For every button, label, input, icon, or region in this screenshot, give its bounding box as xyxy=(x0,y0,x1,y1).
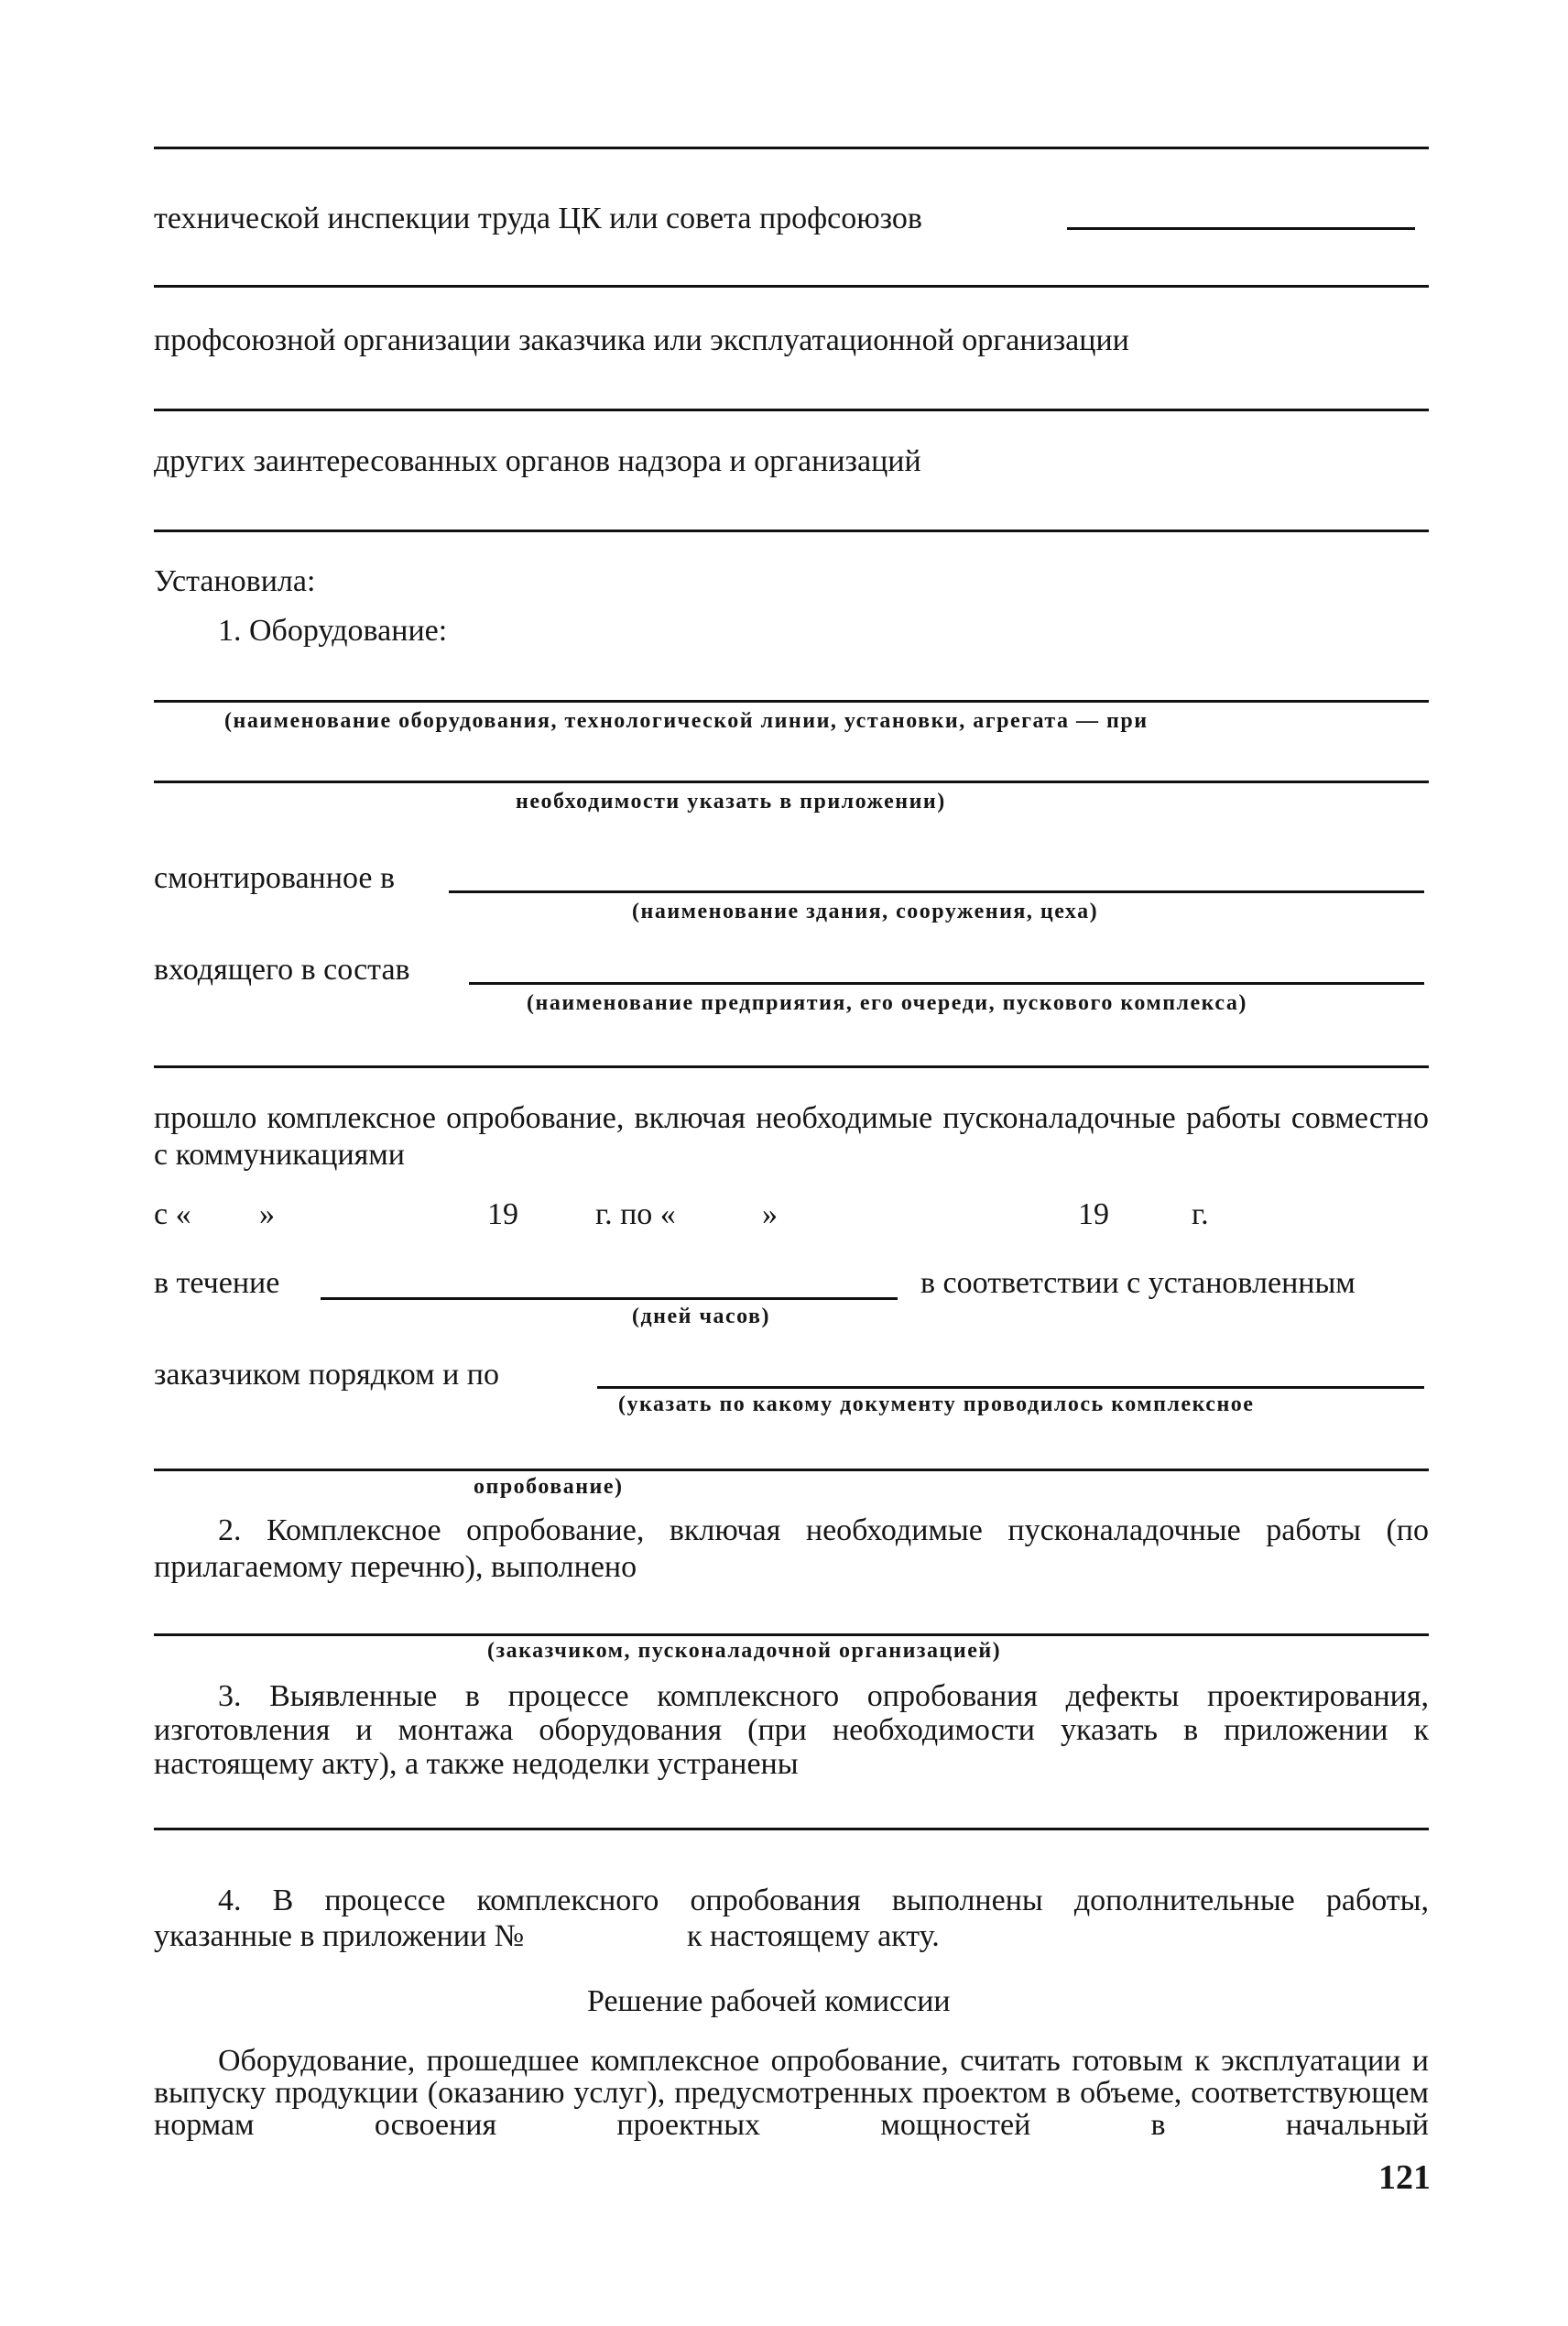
page-number: 121 xyxy=(1378,2158,1431,2197)
item-3-blank[interactable] xyxy=(154,1828,1429,1830)
other-bodies-label: других заинтересованных органов надзора и организаций xyxy=(154,444,921,478)
order-label: заказчиком порядком и по xyxy=(154,1358,500,1392)
mounted-label: смонтированное в xyxy=(154,861,396,895)
during-label: в течение xyxy=(154,1266,280,1300)
according-label: в соответствии с установленным xyxy=(920,1266,1356,1300)
date-from-open: с « xyxy=(154,1197,191,1231)
item-2-text: 2. Комплексное опробование, включая необходимые пусконаладочные работы (по прилагаемому перечню), выполнено xyxy=(154,1513,1429,1584)
part-of-caption: (наименование предприятия, его очереди, пускового комплекса) xyxy=(527,991,1247,1015)
item-4-line-2b: к настоящему акту. xyxy=(687,1919,940,1953)
form-rule xyxy=(154,147,1429,149)
form-rule xyxy=(154,409,1429,411)
item-2-caption: (заказчиком, пусконаладочной организацией) xyxy=(487,1639,1002,1663)
order-caption-1: (указать по какому документу проводилось комплексное xyxy=(618,1392,1255,1416)
equipment-blank-1[interactable] xyxy=(154,700,1429,703)
date-to-close: » xyxy=(762,1197,778,1231)
trade-union-label: профсоюзной организации заказчика или эксплуатационной организации xyxy=(154,323,1129,357)
tech-inspection-blank[interactable] xyxy=(1067,227,1415,230)
during-caption: (дней часов) xyxy=(632,1305,770,1328)
item-2-blank[interactable] xyxy=(154,1633,1429,1636)
form-rule xyxy=(154,285,1429,288)
passed-testing-text: прошло комплексное опробование, включая необходимые пусконаладочные работы совместно с коммуникациями xyxy=(154,1101,1429,1172)
date-to-year: 19 xyxy=(1078,1197,1109,1231)
date-from-close: » xyxy=(259,1197,275,1231)
decision-heading: Решение рабочей комиссии xyxy=(587,1984,951,2018)
form-rule xyxy=(154,1065,1429,1068)
part-of-label: входящего в состав xyxy=(154,953,410,987)
established-heading: Установила: xyxy=(154,564,316,598)
during-blank[interactable] xyxy=(321,1297,898,1300)
item-4-line-1: 4. В процессе комплексного опробования выполнены дополнительные работы, xyxy=(218,1884,1429,1917)
date-to-label: г. по « xyxy=(595,1197,676,1231)
form-rule xyxy=(154,530,1429,532)
equipment-caption-1: (наименование оборудования, технологической линии, установки, агрегата — при xyxy=(224,709,1149,733)
mounted-blank[interactable] xyxy=(449,890,1424,893)
part-of-blank[interactable] xyxy=(469,982,1424,985)
item-3-text: 3. Выявленные в процессе комплексного опробования дефекты проектирования, изготовления и монтажа оборудования (при необходимости указать в приложении к настоящему акту), а также недоделки устранены xyxy=(154,1679,1429,1781)
order-blank-2[interactable] xyxy=(154,1469,1429,1471)
order-caption-2: опробование) xyxy=(474,1475,624,1499)
item-4-line-2a: указанные в приложении № xyxy=(154,1919,525,1953)
mounted-caption: (наименование здания, сооружения, цеха) xyxy=(632,900,1099,923)
date-to-g: г. xyxy=(1192,1197,1209,1231)
order-blank[interactable] xyxy=(597,1386,1424,1389)
date-from-year: 19 xyxy=(487,1197,518,1231)
item-1-equipment: 1. Оборудование: xyxy=(218,614,448,648)
decision-text: Оборудование, прошедшее комплексное опробование, считать готовым к эксплуатации и выпуску продукции (оказанию услуг), предусмотренных проектом в объеме, соответствующем нормам освоения проектных мощностей в начальный xyxy=(154,2044,1429,2142)
tech-inspection-label: технической инспекции труда ЦК или совета профсоюзов xyxy=(154,202,922,235)
equipment-caption-2: необходимости указать в приложении) xyxy=(516,790,946,814)
equipment-blank-2[interactable] xyxy=(154,781,1429,783)
